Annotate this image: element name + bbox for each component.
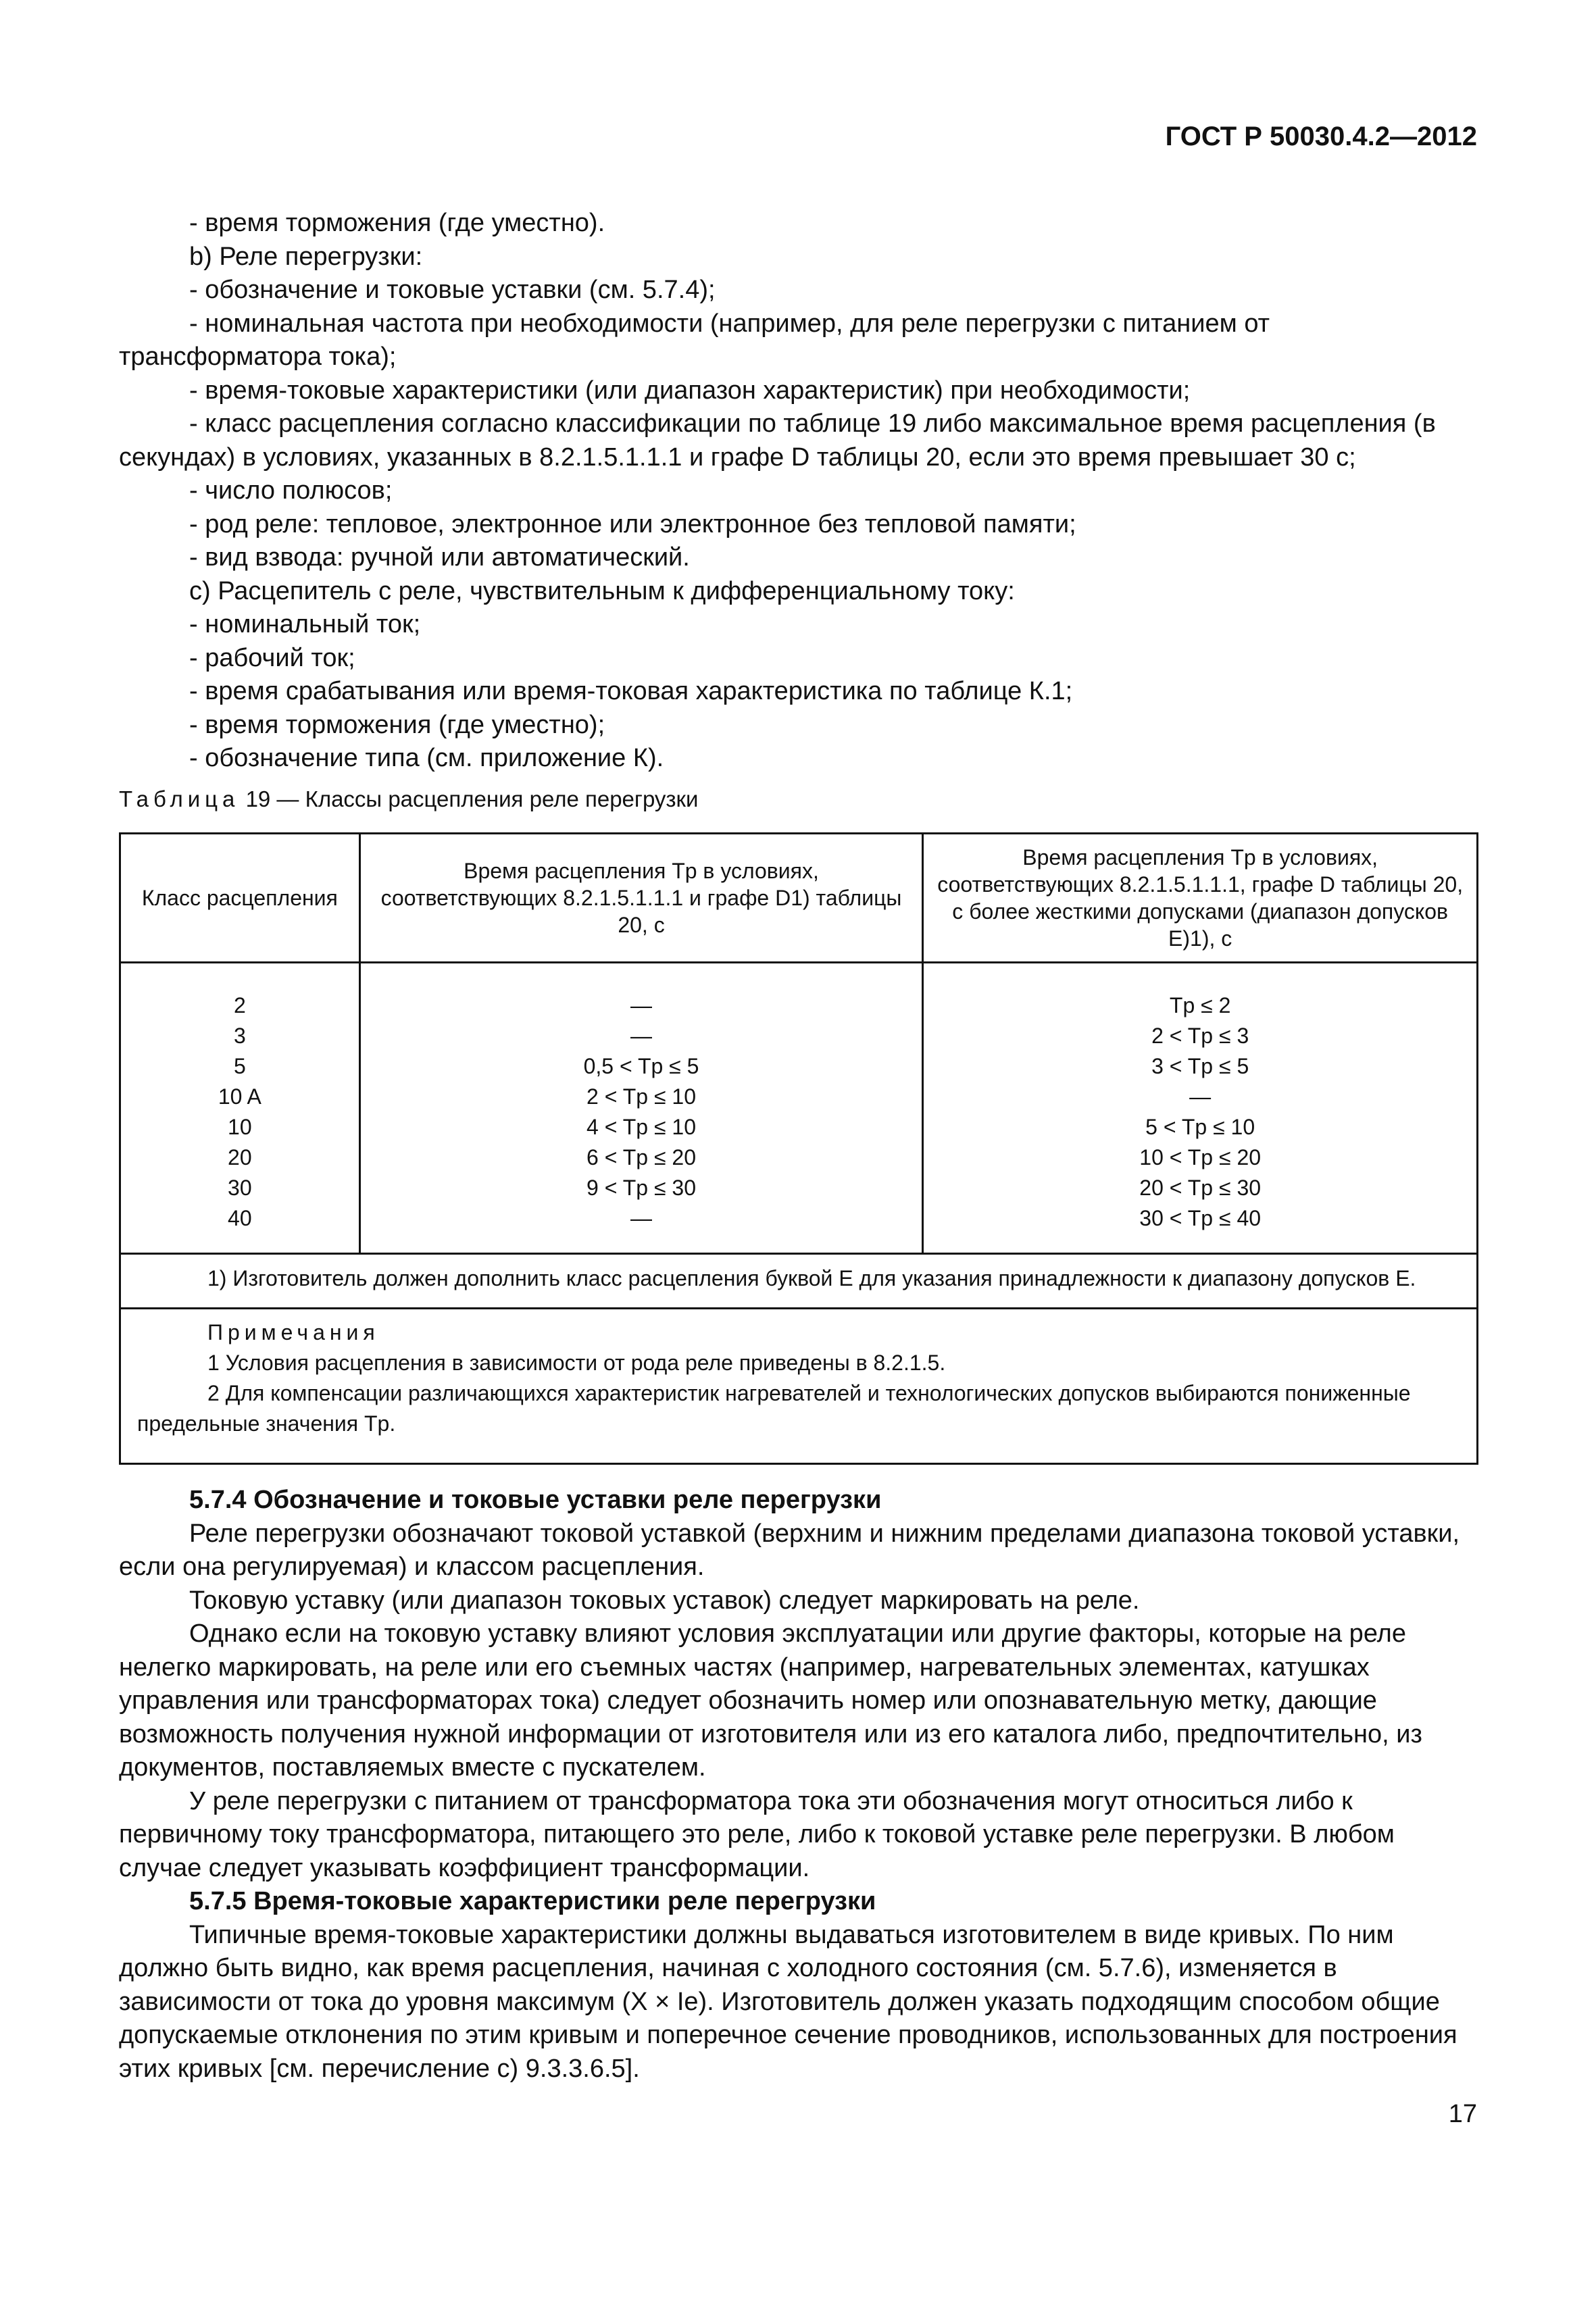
list-item: - время срабатывания или время-токовая характеристика по таблице К.1; <box>189 677 1073 705</box>
table-cell: 4 < Tp ≤ 10 <box>587 1114 696 1139</box>
paragraph: Токовую уставку (или диапазон токовых уставок) следует маркировать на реле. <box>189 1586 1140 1615</box>
table-cell: — <box>630 1205 652 1230</box>
list-item: - рабочий ток; <box>189 643 355 672</box>
section-heading: 5.7.5 Время-токовые характеристики реле перегрузки <box>189 1887 876 1915</box>
table-cell: 5 < Tp ≤ 10 <box>1145 1114 1255 1139</box>
document-code: ГОСТ Р 50030.4.2—2012 <box>1165 122 1477 151</box>
trip-time-d-column <box>359 963 923 1254</box>
table-cell: 2 < Tp ≤ 3 <box>1151 1023 1249 1048</box>
table-cell: 2 <box>233 992 246 1017</box>
table-cell: 30 < Tp ≤ 40 <box>1139 1205 1262 1230</box>
table-cell: Tp ≤ 2 <box>1169 992 1231 1017</box>
table-cell: 5 <box>233 1053 246 1078</box>
paragraph: Типичные время-токовые характеристики должны выдаваться изготовителем в виде кривых. По ним должно быть видно, как время расцепления, начиная с холодного состояния (см. 5.7.6), изменяется в зависимости от тока до уровня максимум (X × Ie). Изготовитель должен указать подходящим способом общие допускаемые отклонения по этим кривым и поперечное сечение проводников, использованных для построения этих кривых [см. перечисление c) 9.3.3.6.5]. <box>119 1920 1457 2083</box>
table-cell: 40 <box>228 1205 252 1230</box>
trip-class-table <box>119 832 1478 1465</box>
table-cell: — <box>1189 1084 1212 1109</box>
table-caption-word: Таблица <box>119 786 240 811</box>
table-cell: — <box>630 992 652 1017</box>
paragraph: Однако если на токовую уставку влияют условия эксплуатации или другие факторы, которые на реле нелегко маркировать, на реле или его съемных частях (например, нагревательных элементах, катушках управления или трансформаторах тока) следует обозначить номер или опознавательную метку, дающие возможность получения нужной информации от изготовителя или из его каталога либо, предпочтительно, из документов, поставляемых вместе с пускателем. <box>119 1619 1422 1782</box>
list-item: - время-токовые характеристики (или диапазон характеристик) при необходимости; <box>189 376 1191 405</box>
paragraph: У реле перегрузки с питанием от трансформатора тока эти обозначения могут относиться либо к первичному току трансформатора, питающего это реле, либо к токовой уставке реле перегрузки. В любом случае следует указывать коэффициент трансформации. <box>119 1786 1395 1882</box>
table-caption-text: 19 — Классы расцепления реле перегрузки <box>245 786 699 811</box>
section-5-7-4 <box>119 1484 1477 1885</box>
section-heading: 5.7.4 Обозначение и токовые уставки реле перегрузки <box>189 1486 882 1514</box>
list-item: - число полюсов; <box>189 476 393 505</box>
notes-title: Примечания <box>207 1319 380 1344</box>
col-header-trip-time-e: Время расцепления Tp в условиях, соответствующих 8.2.1.5.1.1.1, графе D таблицы 20, с более жесткими допусками (диапазон допусков E)1), с <box>923 834 1478 963</box>
table-cell: 10 < Tp ≤ 20 <box>1139 1145 1262 1169</box>
list-item: - класс расцепления согласно классификации по таблице 19 либо максимальное время расцепления (в секундах) в условиях, указанных в 8.2.1.5.1.1.1 и графе D таблицы 20, если это время превышает 30 с; <box>119 409 1436 472</box>
requirements-list <box>119 207 1477 776</box>
table-cell: 20 <box>228 1145 252 1169</box>
list-item: - род реле: тепловое, электронное или электронное без тепловой памяти; <box>189 509 1076 538</box>
list-item: - обозначение типа (см. приложение К). <box>189 744 664 772</box>
trip-time-e-column <box>923 963 1478 1254</box>
table-footnote: 1) Изготовитель должен дополнить класс расцепления буквой E для указания принадлежности к диапазону допусков E. <box>120 1253 1478 1308</box>
class-column <box>120 963 360 1254</box>
table-cell: 10 <box>228 1114 252 1139</box>
table-values-row <box>120 963 1478 1254</box>
table-notes <box>120 1308 1478 1463</box>
col-header-trip-time-d: Время расцепления Tp в условиях, соответствующих 8.2.1.5.1.1.1 и графе D1) таблицы 20, с <box>359 834 923 963</box>
note-1: 1 Условия расцепления в зависимости от рода реле приведены в 8.2.1.5. <box>207 1350 946 1375</box>
col-header-class: Класс расцепления <box>120 834 360 963</box>
section-5-7-5 <box>119 1885 1477 2086</box>
note-2: 2 Для компенсации различающихся характеристик нагревателей и технологических допусков выбираются пониженные предельные значения Tp. <box>137 1380 1411 1436</box>
table-caption <box>119 786 698 812</box>
list-item: - время торможения (где уместно). <box>189 209 605 237</box>
table-footnote-row <box>120 1253 1478 1308</box>
table-cell: 10 A <box>218 1084 261 1109</box>
list-item: - номинальная частота при необходимости (например, для реле перегрузки с питанием от трансформатора тока); <box>119 309 1270 371</box>
table-cell: 3 <box>233 1023 246 1048</box>
table-cell: 6 < Tp ≤ 20 <box>587 1145 696 1169</box>
paragraph: Реле перегрузки обозначают токовой уставкой (верхним и нижним пределами диапазона токовой уставки, если она регулируемая) и классом расцепления. <box>119 1519 1460 1581</box>
table-cell: 9 < Tp ≤ 30 <box>587 1175 696 1200</box>
list-item: - обозначение и токовые уставки (см. 5.7.4); <box>189 276 716 304</box>
table-cell: 30 <box>228 1175 252 1200</box>
table-cell: 0,5 < Tp ≤ 5 <box>583 1053 699 1078</box>
table-header-row <box>120 834 1478 963</box>
list-item: - номинальный ток; <box>189 610 421 638</box>
table-cell: 20 < Tp ≤ 30 <box>1139 1175 1262 1200</box>
table-cell: 3 < Tp ≤ 5 <box>1151 1053 1249 1078</box>
table-cell: 2 < Tp ≤ 10 <box>587 1084 696 1109</box>
list-item: - время торможения (где уместно); <box>189 710 605 739</box>
list-item: b) Реле перегрузки: <box>189 242 423 271</box>
list-item: c) Расцепитель с реле, чувствительным к дифференциальному току: <box>189 576 1015 605</box>
page-number: 17 <box>1448 2100 1477 2128</box>
list-item: - вид взвода: ручной или автоматический. <box>189 543 690 572</box>
table-notes-row <box>120 1308 1478 1463</box>
table-cell: — <box>630 1023 652 1048</box>
